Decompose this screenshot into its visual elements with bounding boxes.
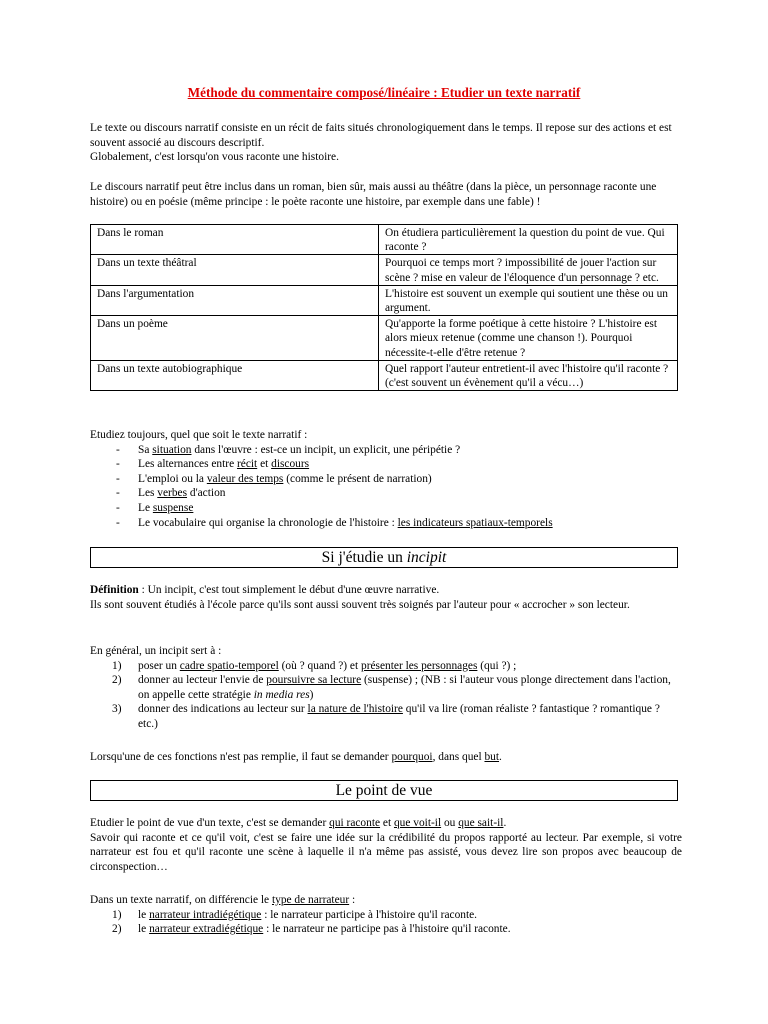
study-lead: Etudiez toujours, quel que soit le texte narratif : <box>90 429 308 441</box>
table-cell-context: Dans l'argumentation <box>91 285 379 315</box>
section-heading-point-de-vue: Le point de vue <box>90 780 678 801</box>
definition-line-2: Ils sont souvent étudiés à l'école parce qu'ils sont aussi souvent très soignés par l'auteur pour « accrocher » son lecteur. <box>90 598 630 611</box>
intro-section <box>90 121 682 165</box>
list-item: - Le suspense <box>116 501 194 514</box>
list-item: 2) le narrateur extradiégétique : le narrateur ne participe pas à l'histoire qu'il raconte. <box>112 923 511 936</box>
page-title: Méthode du commentaire composé/linéaire : Etudier un texte narratif <box>187 85 581 100</box>
definition-section <box>90 583 682 612</box>
narrator-types <box>90 893 682 937</box>
table-cell-question: On étudiera particulièrement la question du point de vue. Qui raconte ? <box>379 225 678 255</box>
table-cell-question: Pourquoi ce temps mort ? impossibilité de jouer l'action sur scène ? mise en valeur de l'éloquence d'un personnage ? etc. <box>379 255 678 285</box>
table-row <box>91 285 678 315</box>
table-row <box>91 360 678 390</box>
section-heading-incipit: Si j'étudie un incipit <box>90 547 678 568</box>
list-item: - Les alternances entre récit et discours <box>116 458 310 471</box>
intro-paragraph-2: Globalement, c'est lorsqu'on vous raconte une histoire. <box>90 151 339 164</box>
intro-paragraph-1: Le texte ou discours narratif consiste en un récit de faits situés chronologiquement dans le temps. Il repose sur des actions et est souvent associé au discours descriptif. <box>90 122 672 149</box>
intro-paragraph-3: Le discours narratif peut être inclus dans un roman, bien sûr, mais aussi au théâtre (dans la pièce, un personnage raconte une histoire) ou en poésie (même principe : le poète raconte une histoire, par exemple dans une fable) ! <box>90 181 657 208</box>
definition-label: Définition <box>90 584 139 596</box>
list-item: - Les verbes d'action <box>116 487 226 500</box>
narrator-lead: Dans un texte narratif, on différencie le type de narrateur : <box>90 894 356 906</box>
table-cell-question: Qu'apporte la forme poétique à cette histoire ? L'histoire est alors mieux retenue (comme une chanson !). Pourquoi nécessite-t-elle d'être retenue ? <box>379 316 678 361</box>
incipit-list <box>90 659 682 732</box>
table-cell-question: Quel rapport l'auteur entretient-il avec l'histoire qu'il raconte ? (c'est souvent un évènement qu'il a vécu…) <box>379 360 678 390</box>
narrative-contexts-table <box>90 224 678 391</box>
point-de-vue-section <box>90 816 682 874</box>
table-row <box>91 255 678 285</box>
intro-paragraph-3-wrap <box>90 180 682 209</box>
definition-line: Définition : Un incipit, c'est tout simplement le début d'une œuvre narrative. <box>90 584 440 596</box>
list-item: - L'emploi ou la valeur des temps (comme le présent de narration) <box>116 472 432 485</box>
list-item: 1) le narrateur intradiégétique : le narrateur participe à l'histoire qu'il raconte. <box>112 908 478 921</box>
list-item: 2) donner au lecteur l'envie de poursuivre sa lecture (suspense) ; (NB : si l'auteur vous plonge directement dans l'action, on appelle cette stratégie in media res) <box>112 674 671 701</box>
incipit-functions <box>90 644 682 732</box>
pov-paragraph-1: Etudier le point de vue d'un texte, c'est se demander qui raconte et que voit-il ou que sait-il. <box>90 817 507 829</box>
study-section <box>90 428 682 530</box>
table-cell-context: Dans un texte autobiographique <box>91 360 379 390</box>
table-cell-question: L'histoire est souvent un exemple qui soutient une thèse ou un argument. <box>379 285 678 315</box>
list-item: 3) donner des indications au lecteur sur la nature de l'histoire qu'il va lire (roman réaliste ? fantastique ? romantique ? etc.) <box>112 703 660 730</box>
narrator-list <box>90 908 682 937</box>
table-cell-context: Dans un texte théâtral <box>91 255 379 285</box>
study-list <box>90 443 682 531</box>
list-item: 1) poser un cadre spatio-temporel (où ? quand ?) et présenter les personnages (qui ?) ; <box>112 659 517 672</box>
incipit-lead: En général, un incipit sert à : <box>90 645 222 657</box>
list-item: - Sa situation dans l'œuvre : est-ce un incipit, un explicit, une péripétie ? <box>116 443 461 456</box>
table-cell-context: Dans le roman <box>91 225 379 255</box>
pov-paragraph-2: Savoir qui raconte et ce qu'il voit, c'est se faire une idée sur la crédibilité du propos rapporté au lecteur. Par exemple, si votre narrateur est fou et qu'il raconte une scène à laquelle il n'a même pas assisté, vous devez lire son propos avec beaucoup de circonspection… <box>90 831 682 873</box>
table-row <box>91 225 678 255</box>
table-cell-context: Dans un poème <box>91 316 379 361</box>
incipit-closing: Lorsqu'une de ces fonctions n'est pas remplie, il faut se demander pourquoi, dans quel but. <box>90 751 502 763</box>
table-row <box>91 316 678 361</box>
list-item: - Le vocabulaire qui organise la chronologie de l'histoire : les indicateurs spatiaux-temporels <box>116 516 553 529</box>
